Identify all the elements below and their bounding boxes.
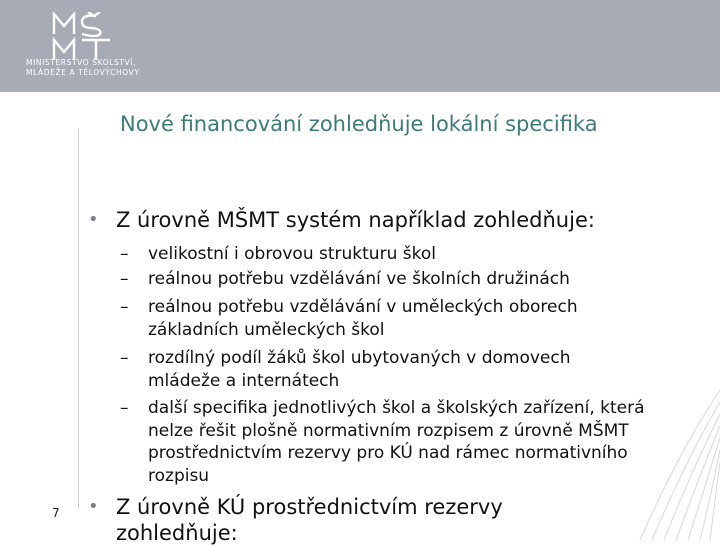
page-curl-decoration xyxy=(610,380,720,540)
dash-icon: – xyxy=(120,244,129,264)
dash-icon: – xyxy=(120,398,129,418)
bullet-dot-icon: • xyxy=(88,209,99,230)
bullet-1-text: Z úrovně MŠMT systém například zohledňuje: xyxy=(116,208,595,232)
logo-text-line2: MLÁDEŽE A TĚLOVÝCHOVY xyxy=(26,68,140,77)
sub-item-text: velikostní i obrovou strukturu škol xyxy=(148,244,436,264)
bullet-dot-icon: • xyxy=(88,496,99,517)
header-band xyxy=(0,0,720,92)
vertical-divider xyxy=(78,128,79,508)
sub-item-text: reálnou potřebu vzdělávání ve školních družinách xyxy=(148,269,570,289)
bullet-2-text: Z úrovně KÚ prostřednictvím rezervy zohledňuje: xyxy=(116,495,503,545)
dash-icon: – xyxy=(120,348,129,368)
sub-item-text: reálnou potřebu vzdělávání v uměleckých oborech základních uměleckých škol xyxy=(148,297,578,340)
dash-icon: – xyxy=(120,269,129,289)
dash-icon: – xyxy=(120,297,129,317)
sub-item-text: rozdílný podíl žáků škol ubytovaných v domovech mládeže a internátech xyxy=(148,348,571,391)
slide-title: Nové financování zohledňuje lokální specifika xyxy=(120,112,598,136)
page-number: 7 xyxy=(52,506,60,520)
logo-text-line1: MINISTERSTVO ŠKOLSTVÍ, xyxy=(26,58,137,67)
sub-item-text: další specifika jednotlivých škol a školských zařízení, která nelze řešit plošně normativním rozpisem z úrovně MŠMT prostřednictvím rezervy pro KÚ nad rámec normativního rozpisu xyxy=(148,398,645,486)
msmt-logo-icon xyxy=(52,12,114,62)
